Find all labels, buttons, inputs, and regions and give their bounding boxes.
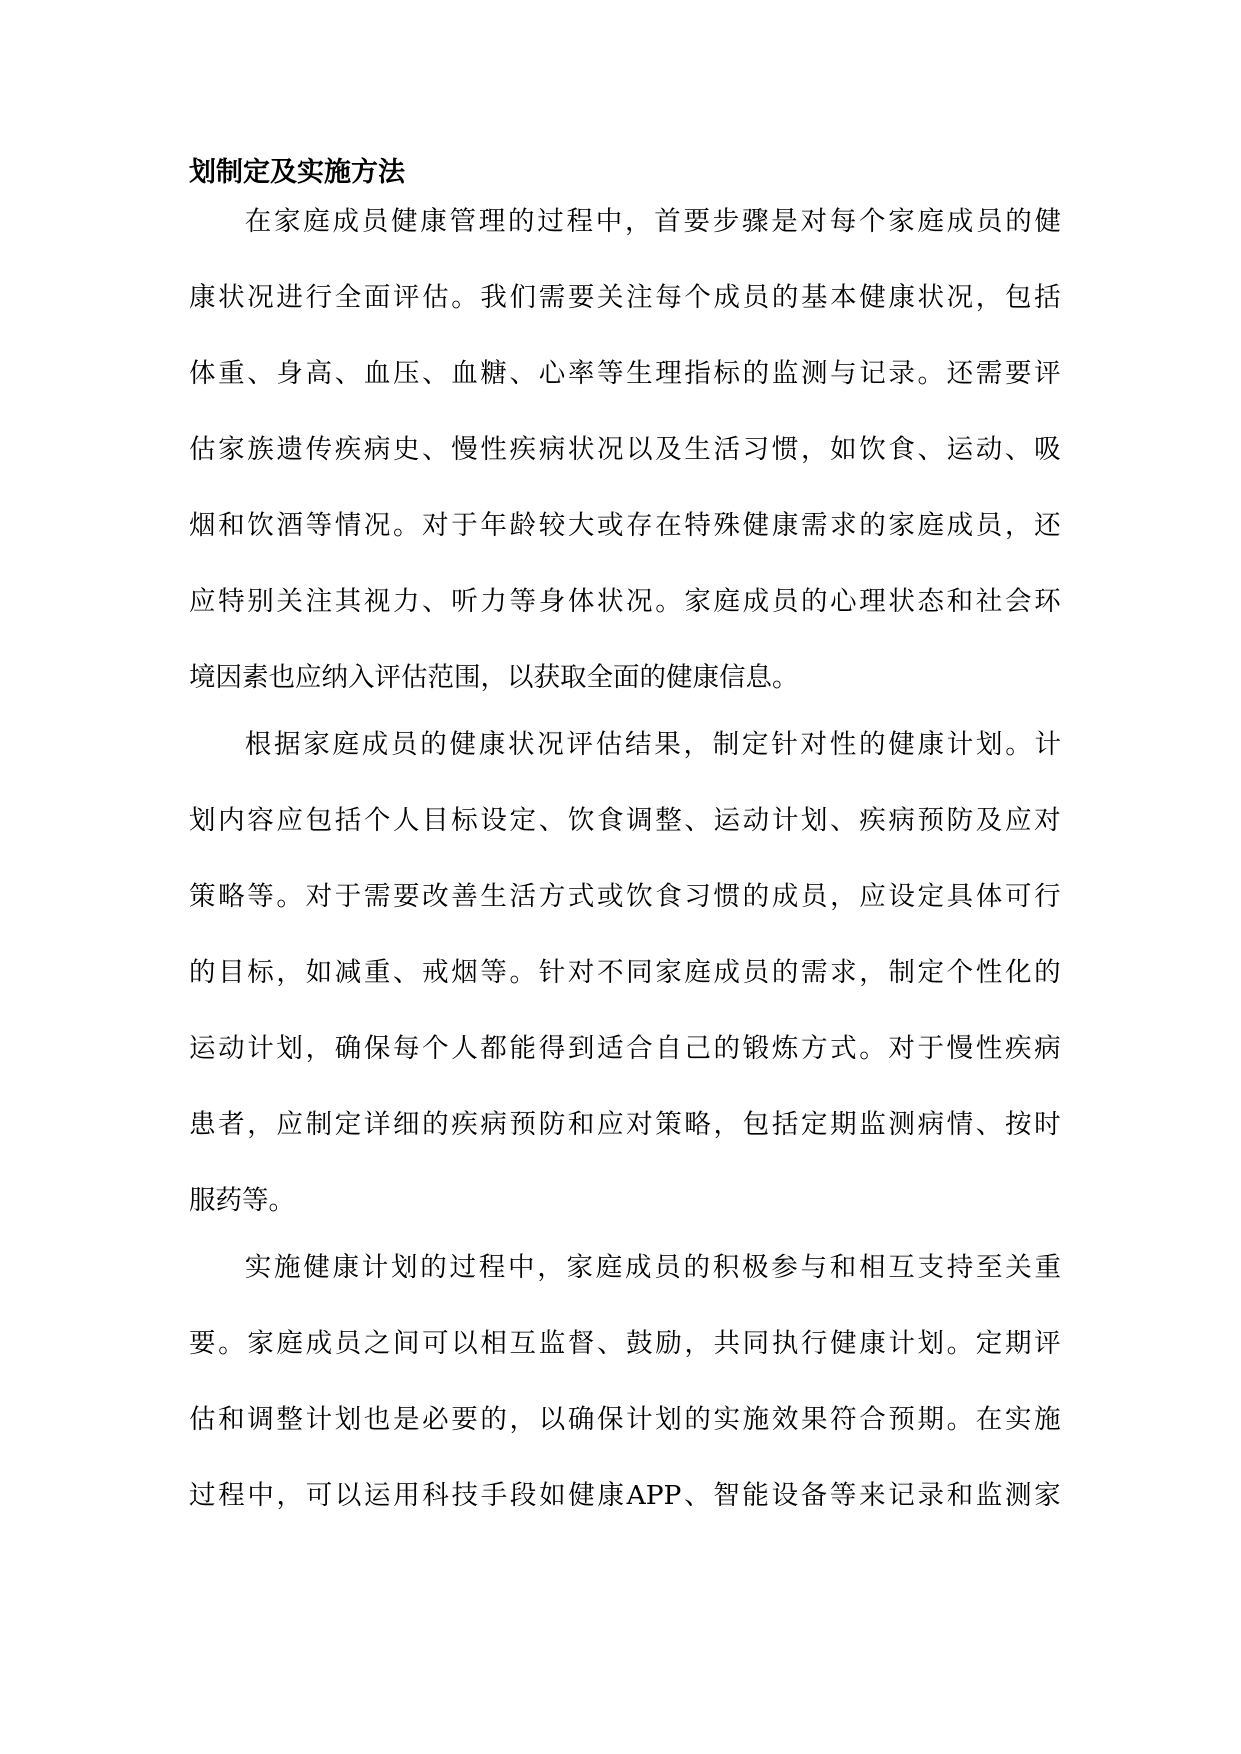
section-heading: 划制定及实施方法 (189, 157, 405, 188)
paragraph-implementation (189, 1230, 1061, 1534)
text-line: 根 据 家 庭 成 员 的 健 康 状 况 评 估 结 果 ， 制 定 针 对 性 的 健 康 计 划 。 计 (244, 729, 1061, 760)
paragraph-planning (189, 707, 1061, 1239)
text-line: 的 目 标 ， 如 减 重 、 戒 烟 等 。 针 对 不 同 家 庭 成 员 的 需 求 ， 制 定 个 性 化 的 (189, 957, 1061, 988)
text-line: 在 家 庭 成 员 健 康 管 理 的 过 程 中 ， 首 要 步 骤 是 对 每 个 家 庭 成 员 的 健 (244, 206, 1061, 237)
text-line: 应 特 别 关 注 其 视 力 、 听 力 等 身 体 状 况 。 家 庭 成 员 的 心 理 状 态 和 社 会 环 (189, 586, 1061, 617)
text-line: 实 施 健 康 计 划 的 过 程 中 ， 家 庭 成 员 的 积 极 参 与 和 相 互 支 持 至 关 重 (244, 1252, 1061, 1283)
text-line: 体 重 、 身 高 、 血 压 、 血 糖 、 心 率 等 生 理 指 标 的 监 测 与 记 录 。 还 需 要 评 (189, 358, 1061, 389)
text-line: 估 家 族 遗 传 疾 病 史 、 慢 性 疾 病 状 况 以 及 生 活 习 惯 ， 如 饮 食 、 运 动 、 吸 (189, 434, 1061, 465)
text-line: 划 内 容 应 包 括 个 人 目 标 设 定 、 饮 食 调 整 、 运 动 计 划 、 疾 病 预 防 及 应 对 (189, 805, 1061, 836)
text-line: 策 略 等 。 对 于 需 要 改 善 生 活 方 式 或 饮 食 习 惯 的 成 员 ， 应 设 定 具 体 可 行 (189, 881, 1061, 912)
text-line: 境因素也应纳入评估范围，以获取全面的健康信息。 (189, 662, 799, 693)
text-line: 服药等。 (189, 1185, 295, 1216)
text-line: 运 动 计 划 ， 确 保 每 个 人 都 能 得 到 适 合 自 己 的 锻 炼 方 式 。 对 于 慢 性 疾 病 (189, 1033, 1061, 1064)
text-line: 过 程 中 ， 可 以 运 用 科 技 手 段 如 健 康 APP 、 智 能 设 备 等 来 记 录 和 监 测 家 (189, 1480, 1061, 1511)
text-line: 烟 和 饮 酒 等 情 况 。 对 于 年 龄 较 大 或 存 在 特 殊 健 康 需 求 的 家 庭 成 员 ， 还 (189, 510, 1061, 541)
text-line: 患 者 ， 应 制 定 详 细 的 疾 病 预 防 和 应 对 策 略 ， 包 括 定 期 监 测 病 情 、 按 时 (189, 1109, 1061, 1140)
text-line: 康 状 况 进 行 全 面 评 估 。 我 们 需 要 关 注 每 个 成 员 的 基 本 健 康 状 况 ， 包 括 (189, 282, 1061, 313)
paragraph-assessment (189, 184, 1061, 716)
text-line: 估 和 调 整 计 划 也 是 必 要 的 ， 以 确 保 计 划 的 实 施 效 果 符 合 预 期 。 在 实 施 (189, 1404, 1061, 1435)
text-line: 要 。 家 庭 成 员 之 间 可 以 相 互 监 督 、 鼓 励 ， 共 同 执 行 健 康 计 划 。 定 期 评 (189, 1328, 1061, 1359)
